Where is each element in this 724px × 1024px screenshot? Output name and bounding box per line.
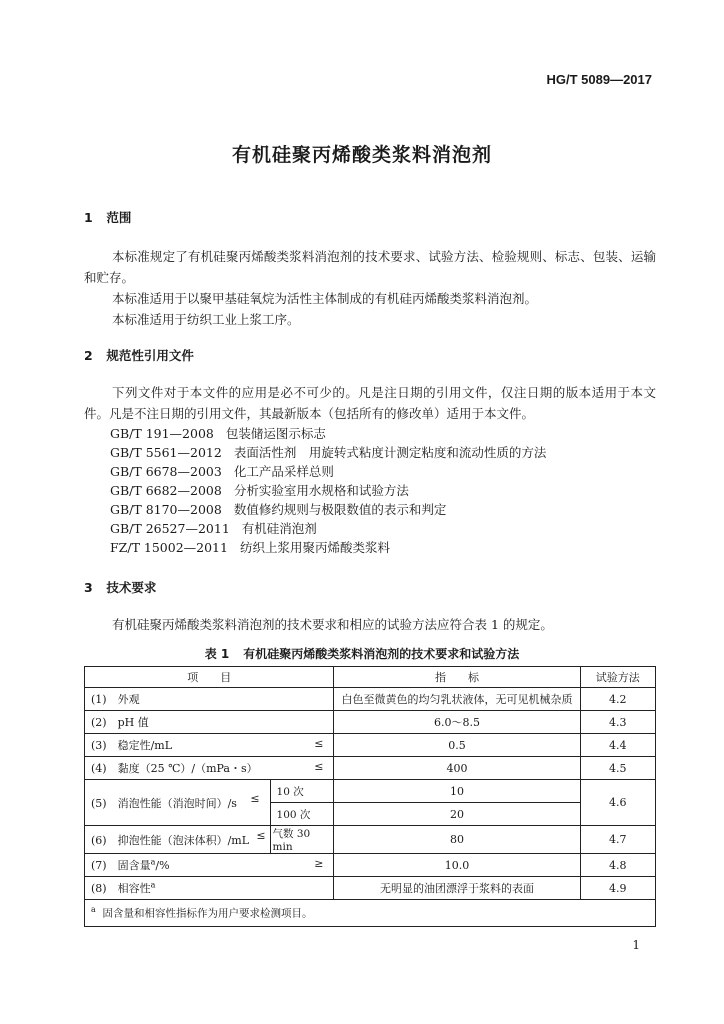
reference-title: 分析实验室用水规格和试验方法 [233, 483, 409, 498]
standard-code: HG/T 5089—2017 [546, 72, 652, 87]
item-value: 无明显的油团漂浮于浆料的表面 [334, 877, 580, 900]
section-2-heading [84, 346, 194, 364]
reference-code: GB/T 191—2008 [110, 426, 214, 441]
item-value: 10 [334, 780, 580, 803]
item-label: (4) 黏度（25 ℃）/（mPa・s） [91, 762, 258, 775]
section-number: 1 [84, 210, 93, 225]
item-method: 4.6 [580, 780, 655, 826]
footnote-mark: a [150, 880, 156, 890]
reference-item [110, 424, 326, 443]
section-1-heading [84, 208, 131, 226]
item-value: 白色至微黄色的均匀乳状液体，无可见机械杂质 [334, 688, 580, 711]
item-label: (5) 消泡性能（消泡时间）/s [91, 796, 237, 810]
item-label: (8) 相容性 [91, 882, 151, 895]
table-row [85, 757, 656, 780]
reference-title: 有机硅消泡剂 [241, 521, 317, 536]
item-label-cell [85, 877, 334, 900]
item-value: 400 [334, 757, 580, 780]
reference-code: GB/T 5561—2012 [110, 445, 222, 460]
paragraph: 本标准适用于以聚甲基硅氧烷为活性主体制成的有机硅丙烯酸类浆料消泡剂。 [112, 291, 538, 306]
item-label: (3) 稳定性/mL [91, 739, 173, 752]
section-title: 规范性引用文件 [106, 348, 194, 363]
footnote-text: 固含量和相容性指标作为用户要求检测项目。 [102, 907, 313, 920]
page-number: 1 [632, 938, 640, 952]
item-value: 6.0～8.5 [334, 711, 580, 734]
section-number: 2 [84, 348, 93, 363]
sub-condition: 10 次 [270, 780, 334, 803]
table-row [85, 854, 656, 877]
item-label: (6) 抑泡性能（泡沫体积）/mL [91, 833, 250, 847]
paragraph: 下列文件对于本文件的应用是必不可少的。凡是注日期的引用文件，仅注日期的版本适用于本文件。凡是不注日期的引用文件，其最新版本（包括所有的修改单）适用于本文件。 [84, 385, 656, 421]
reference-title: 化工产品采样总则 [233, 464, 334, 479]
item-label: (7) 固含量 [91, 859, 151, 872]
comparison-symbol: ≤ [314, 760, 324, 773]
header-method: 试验方法 [580, 667, 655, 688]
section-3-heading [84, 578, 156, 596]
header-index: 指 标 [334, 667, 580, 688]
item-value: 80 [334, 826, 580, 854]
table-row [85, 780, 656, 803]
comparison-symbol: ≤ [250, 792, 260, 805]
table-row [85, 734, 656, 757]
item-label-cell [85, 780, 271, 826]
table-footnote-row [85, 900, 656, 927]
reference-title: 表面活性剂 用旋转式粘度计测定粘度和流动性质的方法 [233, 445, 547, 460]
reference-title: 数值修约规则与极限数值的表示和判定 [233, 502, 447, 517]
comparison-symbol: ≤ [314, 737, 324, 750]
item-label-cell [85, 757, 334, 780]
paragraph: 本标准规定了有机硅聚丙烯酸类浆料消泡剂的技术要求、试验方法、检验规则、标志、包装、运输和贮存。 [84, 249, 656, 285]
item-value: 0.5 [334, 734, 580, 757]
table-number: 表 1 [204, 647, 230, 661]
reference-item [110, 462, 334, 481]
table-row [85, 688, 656, 711]
reference-code: FZ/T 15002—2011 [110, 540, 228, 555]
table-footnote [85, 900, 656, 927]
reference-item [110, 519, 317, 538]
item-method: 4.2 [580, 688, 655, 711]
paragraph: 本标准适用于纺织工业上浆工序。 [112, 312, 300, 327]
footnote-mark: a [150, 857, 156, 867]
reference-title: 包装储运图示标志 [225, 426, 326, 441]
table-row [85, 877, 656, 900]
reference-code: GB/T 26527—2011 [110, 521, 230, 536]
header-item: 项 目 [85, 667, 334, 688]
spec-table [84, 666, 656, 927]
item-unit: /% [155, 859, 170, 872]
item-value: 20 [334, 803, 580, 826]
item-method: 4.9 [580, 877, 655, 900]
comparison-symbol: ≥ [314, 857, 324, 870]
reference-code: GB/T 6682—2008 [110, 483, 222, 498]
document-title: 有机硅聚丙烯酸类浆料消泡剂 [231, 144, 492, 166]
item-label: (1) 外观 [85, 688, 334, 711]
item-label-cell [85, 826, 271, 854]
reference-item [110, 500, 446, 519]
item-label-cell [85, 734, 334, 757]
section-number: 3 [84, 580, 93, 595]
section-title: 技术要求 [106, 580, 157, 595]
item-method: 4.5 [580, 757, 655, 780]
section-title: 范围 [106, 210, 132, 225]
item-method: 4.7 [580, 826, 655, 854]
item-method: 4.8 [580, 854, 655, 877]
reference-item [110, 481, 409, 500]
table-caption [0, 645, 724, 662]
table-row [85, 826, 656, 854]
reference-item [110, 538, 390, 557]
item-method: 4.4 [580, 734, 655, 757]
table-header-row [85, 667, 656, 688]
reference-code: GB/T 8170—2008 [110, 502, 222, 517]
comparison-symbol: ≤ [256, 829, 266, 842]
reference-code: GB/T 6678—2003 [110, 464, 222, 479]
reference-item [110, 443, 546, 462]
item-method: 4.3 [580, 711, 655, 734]
item-label-cell [85, 854, 334, 877]
table-title: 有机硅聚丙烯酸类浆料消泡剂的技术要求和试验方法 [243, 647, 520, 661]
item-value: 10.0 [334, 854, 580, 877]
item-label: (2) pH 值 [85, 711, 334, 734]
footnote-mark: a [91, 905, 96, 915]
sub-condition: 100 次 [270, 803, 334, 826]
table-row [85, 711, 656, 734]
sub-condition: 气数 30 min [270, 826, 334, 854]
paragraph: 有机硅聚丙烯酸类浆料消泡剂的技术要求和相应的试验方法应符合表 1 的规定。 [112, 617, 553, 632]
reference-title: 纺织上浆用聚丙烯酸类浆料 [239, 540, 390, 555]
